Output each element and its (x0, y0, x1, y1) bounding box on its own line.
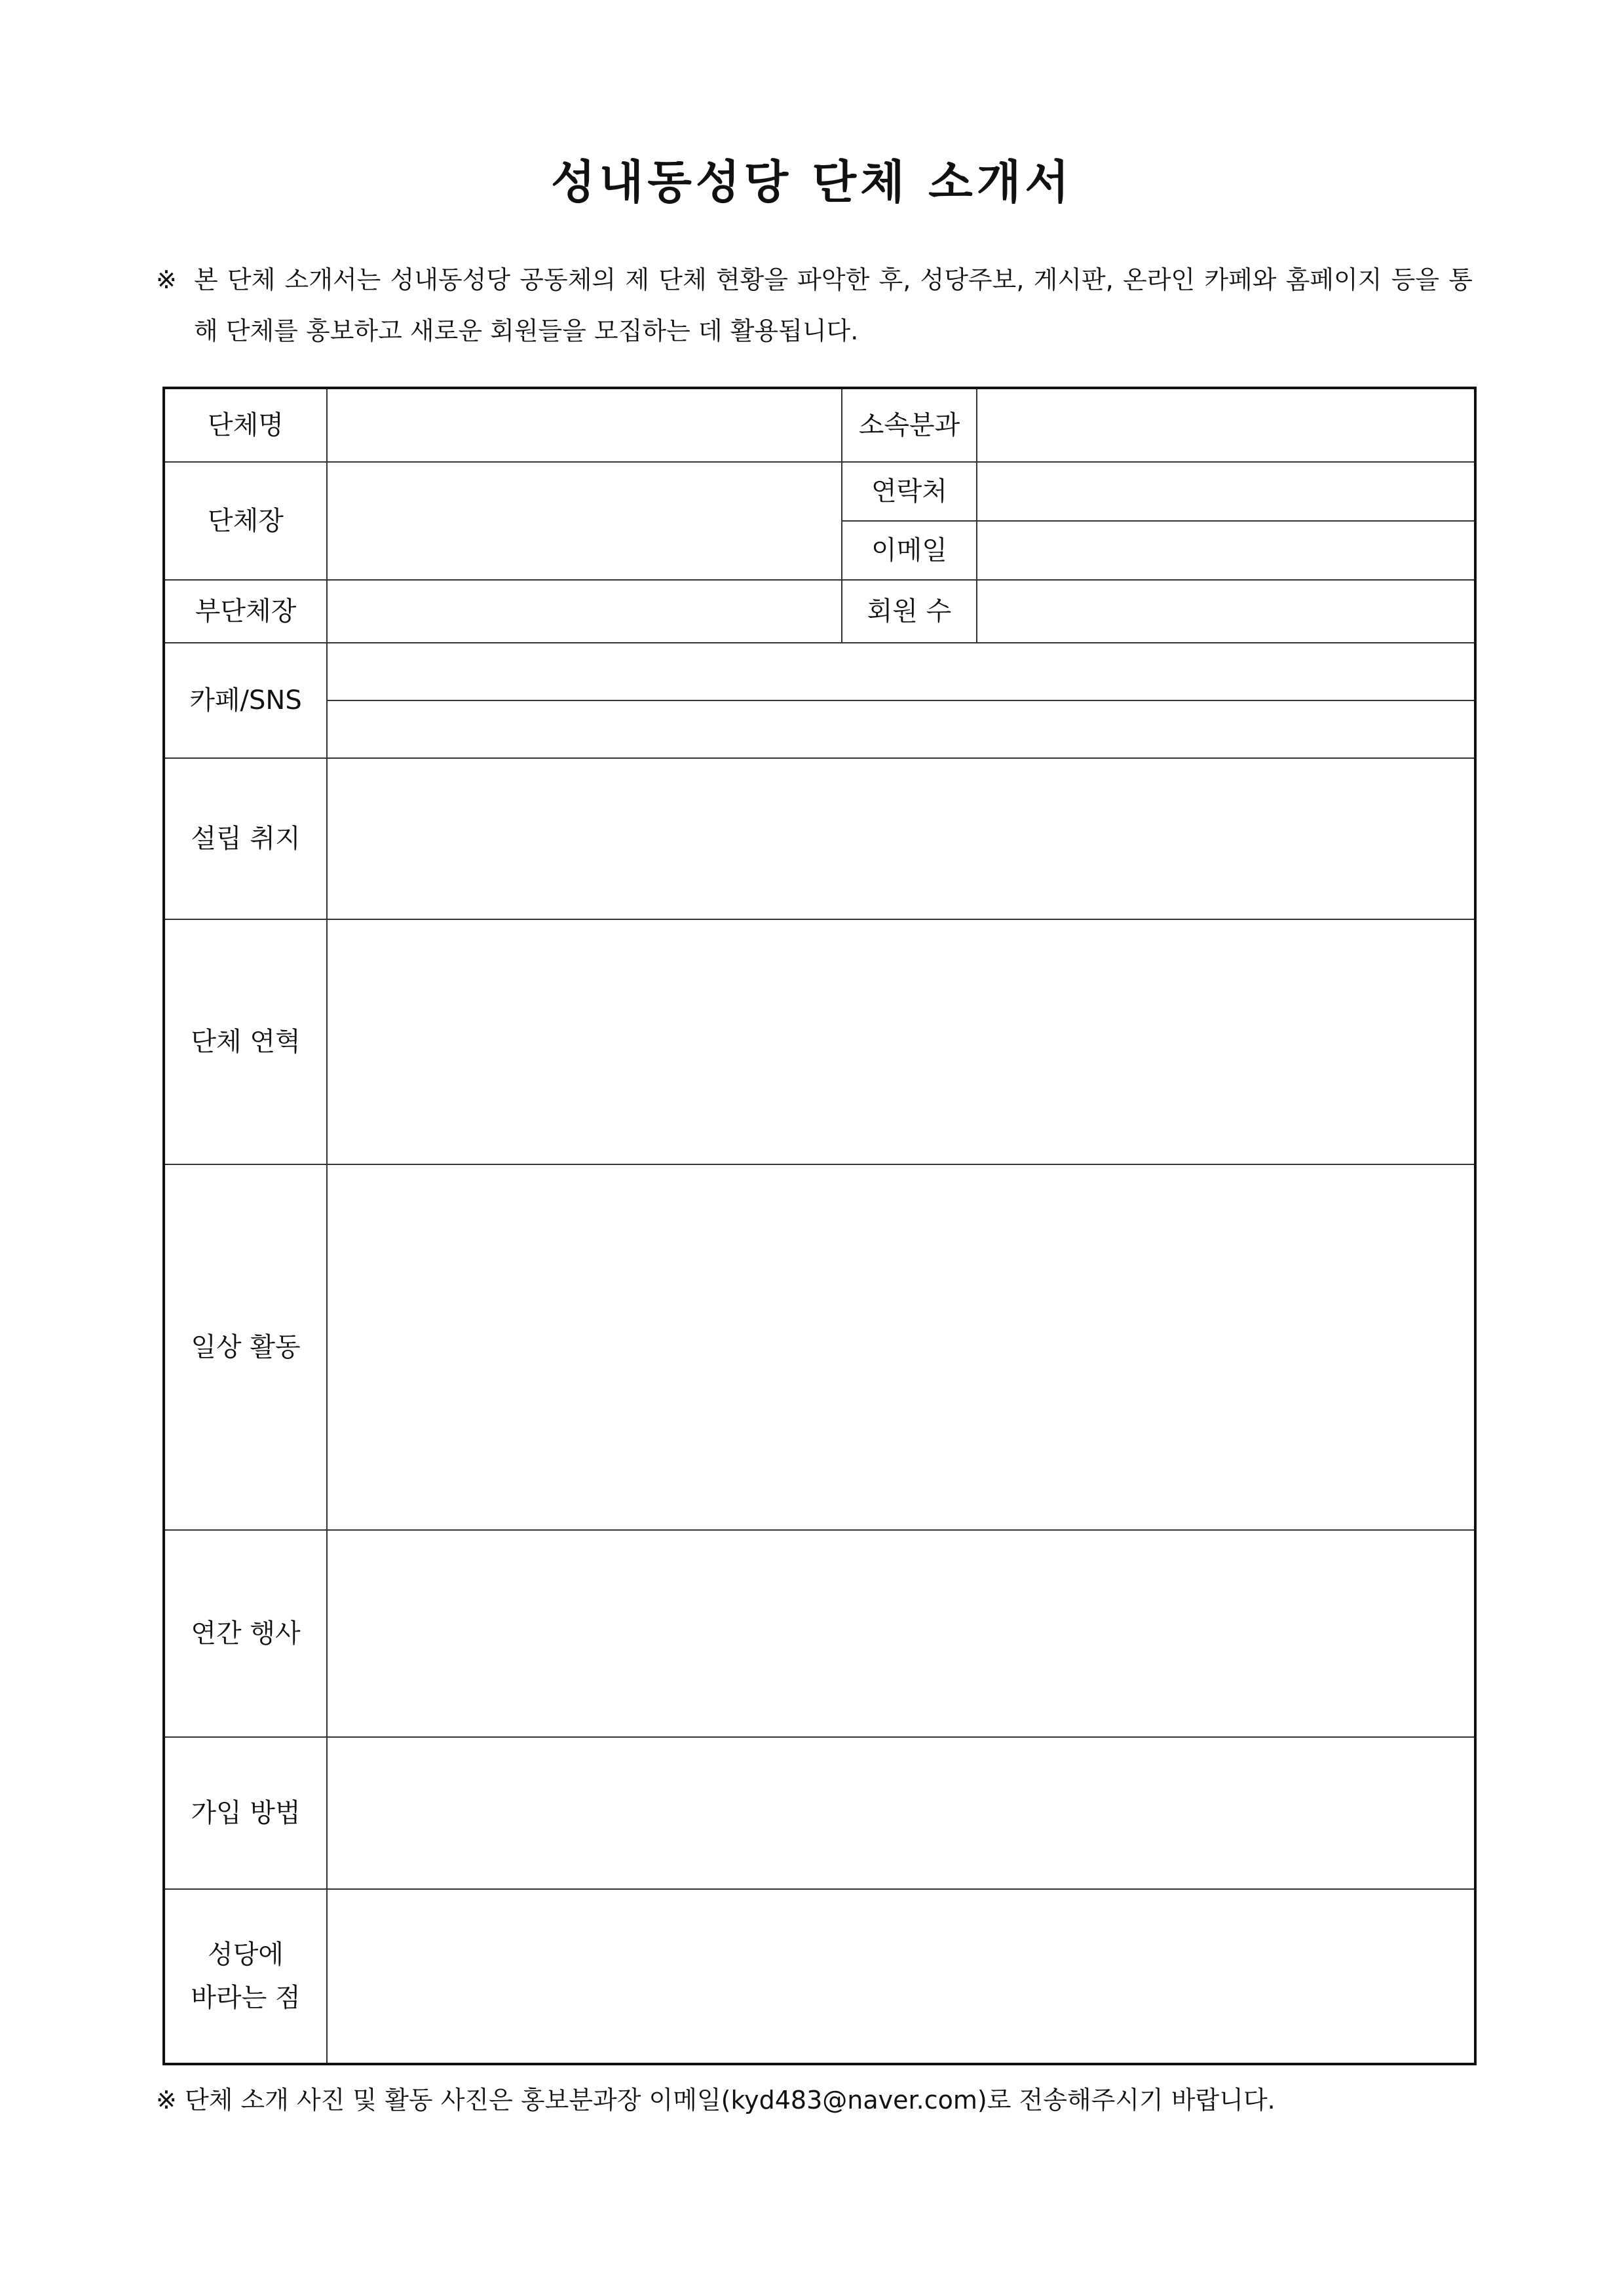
page-title: 성내동성당 단체 소개서 (551, 155, 1073, 209)
join-method-field[interactable] (328, 1738, 1474, 1888)
reference-mark-icon: ※ (156, 265, 177, 294)
annual-events-field[interactable] (328, 1531, 1474, 1736)
member-count-label: 회원 수 (867, 596, 952, 626)
wish-label-line1: 성당에 (208, 1940, 284, 1970)
intro-notice-text: 본 단체 소개서는 성내동성당 공동체의 제 단체 현황을 파악한 후, 성당주보, 게시판, 온라인 카페와 홈페이지 등을 통해 단체를 홍보하고 새로운 회원들을 모집하는 데 활용됩니다. (194, 265, 1473, 345)
join-method-label: 가입 방법 (191, 1798, 301, 1828)
leader-field[interactable] (328, 463, 841, 579)
history-label: 단체 연혁 (191, 1027, 301, 1057)
sns-field[interactable] (328, 701, 1474, 757)
department-field[interactable] (977, 389, 1474, 461)
vice-leader-field[interactable] (328, 581, 841, 642)
annual-events-label: 연간 행사 (191, 1618, 301, 1649)
footer-notice (156, 2080, 1486, 2120)
cafe-field[interactable] (328, 643, 1474, 700)
reference-mark-icon: ※ (156, 2086, 177, 2114)
group-introduction-form (162, 387, 1477, 2065)
activities-label: 일상 활동 (191, 1332, 301, 1362)
purpose-label: 설립 취지 (191, 824, 301, 854)
email-label: 이메일 (871, 535, 947, 565)
group-name-label: 단체명 (208, 410, 284, 440)
wish-field[interactable] (328, 1890, 1474, 2063)
group-name-field[interactable] (328, 389, 841, 461)
member-count-field[interactable] (977, 581, 1474, 642)
cafe-sns-label: 카페/SNS (189, 685, 302, 716)
contact-label: 연락처 (871, 476, 947, 507)
department-label: 소속분과 (858, 410, 960, 440)
contact-field[interactable] (977, 463, 1474, 520)
activities-field[interactable] (328, 1165, 1474, 1529)
wish-label (165, 1890, 326, 2063)
footer-notice-text: 단체 소개 사진 및 활동 사진은 홍보분과장 이메일(kyd483@naver.com)로 전송해주시기 바랍니다. (184, 2086, 1275, 2114)
email-field[interactable] (977, 522, 1474, 579)
history-field[interactable] (328, 920, 1474, 1164)
intro-notice (156, 254, 1473, 356)
leader-label: 단체장 (208, 506, 284, 536)
purpose-field[interactable] (328, 759, 1474, 919)
vice-leader-label: 부단체장 (195, 596, 297, 626)
wish-label-line2: 바라는 점 (191, 1983, 301, 2013)
